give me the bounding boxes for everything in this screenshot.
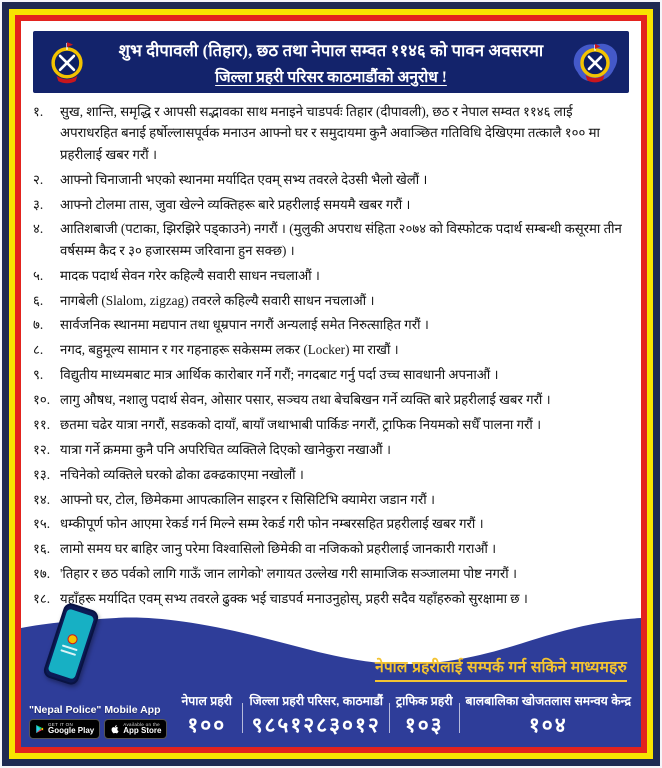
item-number: ८. <box>33 342 44 358</box>
column-divider <box>242 703 243 733</box>
item-number: १८. <box>33 591 51 606</box>
item-text: आफ्नो टोलमा तास, जुवा खेल्ने व्यक्तिहरू बारे प्रहरीलाई समयमै खबर गरौं । <box>60 196 411 212</box>
item-number: १. <box>33 104 44 119</box>
item-text: यहाँहरू मर्यादित एवम् सभ्य तवरले ढुक्क भई चाडपर्व मनाउनुहोस्, प्रहरी सदैव यहाँहरुको सुरक्षामा छ । <box>60 591 528 606</box>
item-text: लामो समय घर बाहिर जानु परेमा विश्वासिलो छिमेकी वा नजिकको प्रहरीलाई जानकारी गराऔं । <box>60 541 497 557</box>
google-play-badge[interactable] <box>29 719 100 739</box>
list-item <box>33 194 627 215</box>
contact-district-police <box>245 692 386 739</box>
item-number: ६. <box>33 292 44 308</box>
contact-number: १०३ <box>404 714 444 737</box>
list-item <box>33 439 627 460</box>
item-text: मादक पदार्थ सेवन गरेर कहिल्यै सवारी साधन नचलाऔं । <box>60 267 320 283</box>
contact-number: १०४ <box>528 714 568 737</box>
list-item <box>33 101 627 165</box>
header-title-line2: जिल्ला प्रहरी परिसर काठमाडौंको अनुरोध ! <box>215 68 447 86</box>
mobile-app-block <box>29 704 175 739</box>
header-banner <box>33 31 629 93</box>
item-text: आफ्नो घर, टोल, छिमेकमा आपत्कालिन साइरन र सिसिटिभि क्यामेरा जडान गरौं । <box>60 491 435 507</box>
list-item <box>33 414 627 435</box>
footer-contact-band <box>21 609 641 747</box>
google-play-label: Google Play <box>48 726 95 736</box>
contact-label: जिल्ला प्रहरी परिसर, काठमाडौं <box>249 694 383 708</box>
item-number: ९. <box>33 367 44 383</box>
item-number: ४. <box>33 221 44 237</box>
item-number: ५. <box>33 267 44 283</box>
police-emblem-mini-icon <box>66 633 79 646</box>
item-text: विद्युतीय माध्यमबाट मात्र आर्थिक कारोबार गर्ने गरौं; नगदबाट गर्नु पर्दा उच्च सावधानी अपनाऔं । <box>60 367 499 383</box>
item-number: २. <box>33 171 44 187</box>
app-store-label: App Store <box>123 726 162 736</box>
item-text: धम्कीपूर्ण फोन आएमा रेकर्ड गर्न मिल्ने सम्म रेकर्ड गरी फोन नम्बरसहित प्रहरीलाई खबर गरौं । <box>60 516 484 532</box>
footer-heading: नेपाल प्रहरीलाई सम्पर्क गर्न सकिने माध्यमहरु <box>375 655 627 682</box>
poster-border-red <box>15 15 647 753</box>
item-number: १६. <box>33 541 51 557</box>
list-item <box>33 513 627 534</box>
store-badges <box>29 719 175 739</box>
item-text: नचिनेको व्यक्तिले घरको ढोका ढक्ढकाएमा नखोलौं । <box>60 466 304 482</box>
column-divider <box>459 703 460 733</box>
item-text: छतमा चढेर यात्रा नगरौं, सडकको दायाँ, बायाँ जथाभाबी पार्किङ नगरौं, ट्राफिक नियमको सधैँ पालना गरौं । <box>60 416 542 432</box>
item-text: आफ्नो चिनाजानी भएको स्थानमा मर्यादित एवम् सभ्य तवरले देउसी भैलो खेलौं । <box>60 171 428 187</box>
list-item <box>33 218 627 261</box>
list-item <box>33 265 627 286</box>
header-titles <box>93 38 569 87</box>
nepal-police-emblem-left-icon <box>41 36 93 88</box>
google-play-tagline: GET IT ON <box>48 721 74 727</box>
item-text: नागबेली (Slalom, zigzag) तवरले कहिल्यै सवारी साधन नचलाऔं । <box>60 292 375 308</box>
list-item <box>33 538 627 559</box>
item-number: १२. <box>33 441 51 457</box>
item-number: १७. <box>33 566 51 582</box>
contact-child-search-center <box>462 692 635 739</box>
item-number: १४. <box>33 491 51 507</box>
contact-label: बालबालिका खोजतलास समन्वय केन्द्र <box>465 694 631 708</box>
list-item <box>33 169 627 190</box>
app-store-text <box>123 723 161 736</box>
list-item <box>33 389 627 410</box>
app-name-label: "Nepal Police" Mobile App <box>29 704 161 716</box>
app-store-tagline: Available on the <box>123 721 160 727</box>
list-item <box>33 314 627 335</box>
contact-number: १०० <box>187 714 227 737</box>
header-title-line1: शुभ दीपावली (तिहार), छठ तथा नेपाल सम्वत ११४६ को पावन अवसरमा <box>118 40 544 60</box>
item-number: ३. <box>33 196 44 212</box>
advisory-list <box>21 98 641 609</box>
item-text: आतिशबाजी (पटाका, झिरझिरे पड्काउने) नगरौं । (मुलुकी अपराध संहिता २०७४ को विस्फोटक पदार्थ सम्बन्धी कसूरमा तीन वर्षसम्म कैद र ३० हजारसम्म जरिवाना हुन सक्छ) । <box>60 221 622 258</box>
item-number: ११. <box>33 416 51 432</box>
contact-number: ९८५१२८३०१२ <box>251 714 381 737</box>
item-text: लागु औषध, नशालु पदार्थ सेवन, ओसार पसार, सञ्चय तथा बेचबिखन गर्ने व्यक्ति बारे प्रहरीलाई खबर गरौं । <box>60 392 551 407</box>
item-number: १५. <box>33 516 51 532</box>
nepal-police-emblem-right-icon <box>569 36 621 88</box>
item-text: सुख, शान्ति, समृद्धि र आपसी सद्भावका साथ मनाइने चाडपर्वः तिहार (दीपावली), छठ र नेपाल सम्वत ११४६ लाई अपराधरहित बनाई हर्षोल्लासपूर्वक मनाउन आफ्नो घर र समुदायमा कुनै अवाञ्छित गतिविधि देखिएमा तत्कालै १०० मा प्रहरीलाई खबर गरौं । <box>60 104 600 162</box>
item-text: सार्वजनिक स्थानमा मद्यपान तथा धूम्रपान नगरौं अन्यलाई समेत निरुत्साहित गरौं । <box>60 317 429 333</box>
google-play-icon <box>35 724 45 734</box>
list-item <box>33 588 627 609</box>
list-item <box>33 339 627 360</box>
list-item <box>33 464 627 485</box>
item-text: यात्रा गर्ने क्रममा कुनै पनि अपरिचित व्यक्तिले दिएको खानेकुरा नखाऔं । <box>60 441 391 457</box>
google-play-text <box>48 723 94 736</box>
contact-nepal-police <box>173 692 240 739</box>
list-item <box>33 290 627 311</box>
poster-content <box>21 21 641 747</box>
item-text: नगद, बहुमूल्य सामान र गर गहनाहरू सकेसम्म लकर (Locker) मा राखौं । <box>60 342 399 358</box>
poster-border-navy <box>2 2 660 766</box>
contact-label: ट्राफिक प्रहरी <box>395 694 453 708</box>
item-number: १३. <box>33 466 51 482</box>
list-item <box>33 489 627 510</box>
list-item <box>33 563 627 584</box>
column-divider <box>389 703 390 733</box>
item-text: 'तिहार र छठ पर्वको लागि गाऊँ जान लागेको' लगायत उल्लेख गरी सामाजिक सञ्जालमा पोष्ट नगरौं । <box>60 566 518 582</box>
list-item <box>33 364 627 385</box>
app-store-badge[interactable] <box>104 719 167 739</box>
item-number: ७. <box>33 317 44 333</box>
apple-icon <box>110 724 120 734</box>
contact-traffic-police <box>392 692 457 739</box>
contact-row <box>173 692 635 739</box>
contact-label: नेपाल प्रहरी <box>181 694 232 708</box>
poster-border-yellow <box>9 9 653 759</box>
item-number: १०. <box>33 392 51 407</box>
